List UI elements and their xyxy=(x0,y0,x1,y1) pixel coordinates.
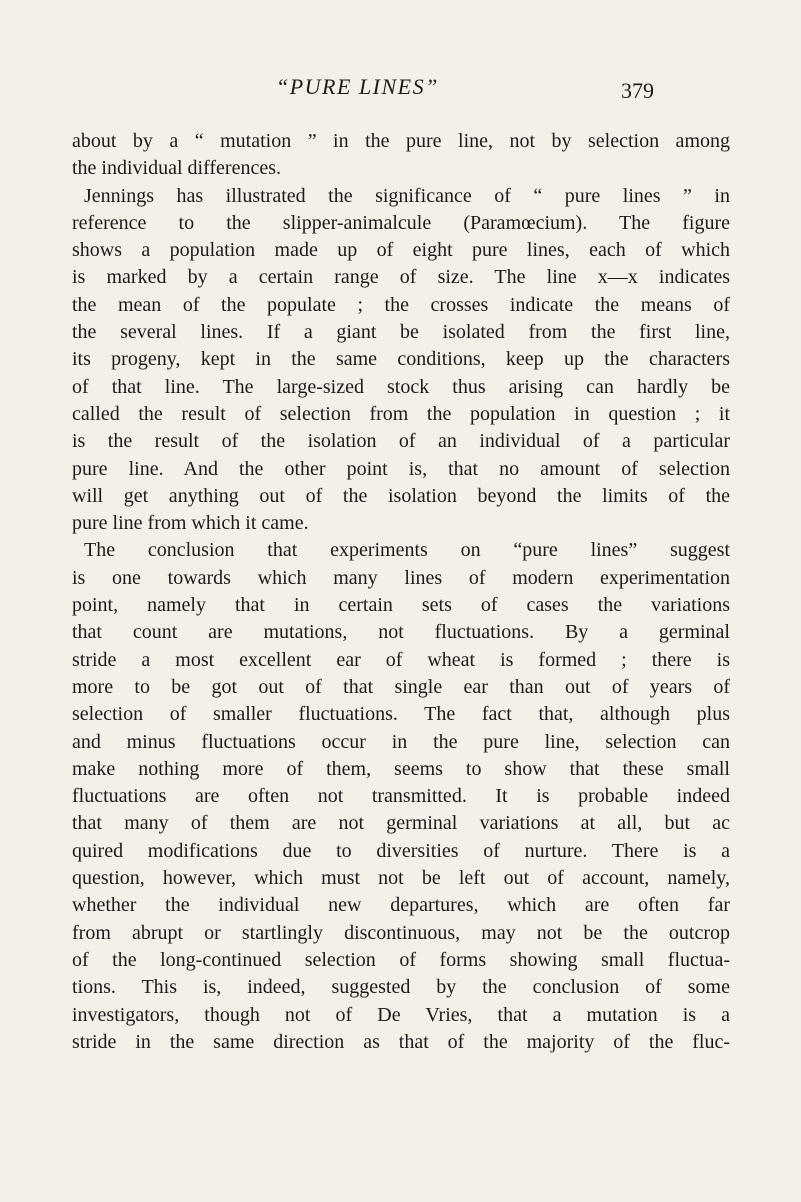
text-line: its progeny, kept in the same conditions, keep up the characters xyxy=(72,348,730,371)
text-line: is marked by a certain range of size. The line x—x indicates xyxy=(72,266,730,289)
text-line: whether the individual new departures, which are often far xyxy=(72,894,730,917)
text-line: The conclusion that experiments on “pure lines” suggest xyxy=(84,539,730,562)
text-line: reference to the slipper-animalcule (Paramœcium). The figure xyxy=(72,211,730,234)
paragraph xyxy=(72,537,730,1056)
page-header xyxy=(0,74,801,106)
text-line: the individual differences. xyxy=(72,157,282,180)
text-line: about by a “ mutation ” in the pure line, not by selection among xyxy=(72,130,730,152)
text-line: the mean of the populate ; the crosses indicate the means of xyxy=(72,293,730,316)
text-line: of that line. The large-sized stock thus arising can hardly be xyxy=(72,375,730,398)
text-line: Jennings has illustrated the significance of “ pure lines ” in xyxy=(84,184,730,207)
text-line: stride a most excellent ear of wheat is formed ; there is xyxy=(72,648,730,671)
text-line: pure line from which it came. xyxy=(72,512,309,535)
text-line: is the result of the isolation of an individual of a particular xyxy=(72,430,730,453)
text-line: investigators, though not of De Vries, that a mutation is a xyxy=(72,1003,730,1026)
text-line: from abrupt or startlingly discontinuous, may not be the outcrop xyxy=(72,921,730,944)
text-line: stride in the same direction as that of the majority of the fluc- xyxy=(72,1030,730,1053)
text-line: of the long-continued selection of forms showing small fluctua- xyxy=(72,948,730,971)
text-line: will get anything out of the isolation beyond the limits of the xyxy=(72,484,730,507)
text-line: shows a population made up of eight pure lines, each of which xyxy=(72,239,730,262)
text-line: that many of them are not germinal variations at all, but ac xyxy=(72,812,730,835)
page-number: 379 xyxy=(621,78,654,103)
text-line: more to be got out of that single ear than out of years of xyxy=(72,675,730,698)
text-line: the several lines. If a giant be isolated from the first line, xyxy=(72,321,730,344)
text-line: fluctuations are often not transmitted. It is probable indeed xyxy=(72,785,730,808)
text-line: is one towards which many lines of modern experimentation xyxy=(72,566,730,589)
text-line: point, namely that in certain sets of cases the variations xyxy=(72,594,730,617)
paragraph xyxy=(72,128,730,183)
text-line: that count are mutations, not fluctuations. By a germinal xyxy=(72,621,730,644)
text-line: make nothing more of them, seems to show that these small xyxy=(72,757,730,780)
running-head: “PURE LINES” xyxy=(276,74,439,99)
text-line: tions. This is, indeed, suggested by the conclusion of some xyxy=(72,976,730,999)
text-line: pure line. And the other point is, that no amount of selection xyxy=(72,457,730,480)
text-line: selection of smaller fluctuations. The fact that, although plus xyxy=(72,703,730,726)
paragraph xyxy=(72,183,730,538)
text-line: question, however, which must not be left out of account, namely, xyxy=(72,867,730,890)
text-line: and minus fluctuations occur in the pure line, selection can xyxy=(72,730,730,753)
body-text xyxy=(72,128,730,1056)
text-line: quired modifications due to diversities of nurture. There is a xyxy=(72,839,730,862)
text-line: called the result of selection from the population in question ; it xyxy=(72,402,730,425)
